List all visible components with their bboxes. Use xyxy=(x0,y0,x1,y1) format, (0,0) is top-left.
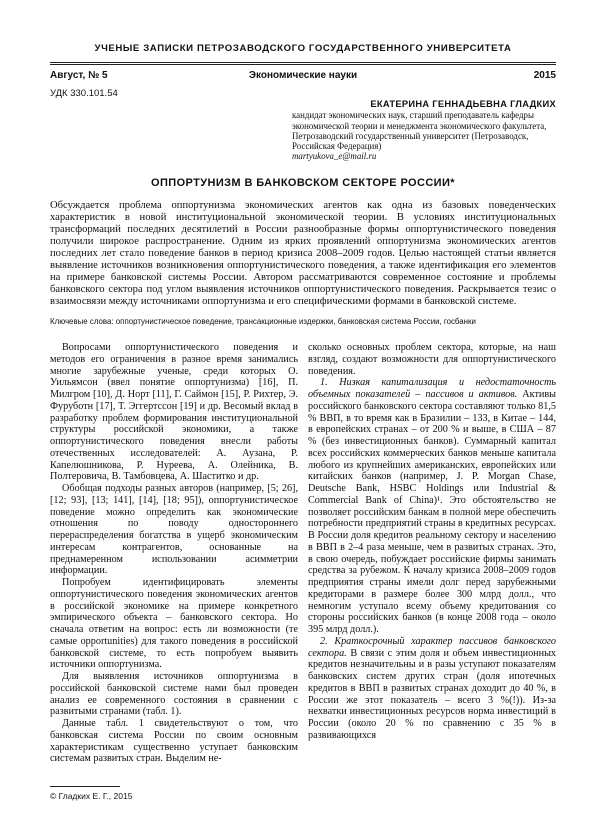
item-text: В связи с этим доля и объем инвестиционных кредитов незначительны и в разы уступают показателям банковских систем других стран (доля ипотечных кредитов в ВВП в развитых странах доходит до 40 %, в России же этот показатель – всего 3 %(!)). Из-за нехватки инвестиционных ресурсов норма инвестиций в России (около 20 % по сравнению с 35 % в развивающихся xyxy=(308,647,557,741)
item-text: Активы российского банковского сектора составляют только 81,5 % ВВП, в то время как в Бразилии – 133, в Китае – 144, в европейских странах – от 200 % и выше, в США – 87 % (без инвестиционных банков). Суммарный капитал всех российских коммерческих банков меньше капитала любого из крупнейших американских, европейских или китайских банков (например, J. P. Morgan Chase, Deutsche Bank, HSBC Holdings или Industrial & Commercial Bank of China)¹. Это обстоятельство не позволяет российским банкам в полной мере обеспечить потребности предприятий страны в кредитных ресурсах. В России доля кредитов реальному сектору и населению в ВВП в 2–4 раза меньше, чем в развитых странах. Это, в свою очередь, побуждает российские фирмы занимать средства за рубежом. К началу кризиса 2008–2009 годов предприятия страны имели долг перед зарубежными кредиторами в размере более 300 млрд долл., что немногим уступало всему объему кредитования со стороны российских банков (в конце 2008 года – около 395 млрд долл.). xyxy=(308,389,556,635)
paragraph: Попробуем идентифицировать элементы оппортунистического поведения экономических агентов в российской экономике на примере конкретного эмпирического объекта – банковского сектора. Но сначала ответим на вопрос: есть ли возможности (те самые opportunities) для такого поведения в российской банковской системе, то есть попробуем выявить источники оппортунизма. xyxy=(50,577,298,671)
paragraph xyxy=(308,377,556,636)
header-rule-thin xyxy=(50,64,556,65)
author-name: ЕКАТЕРИНА ГЕННАДЬЕВНА ГЛАДКИХ xyxy=(370,99,556,109)
paragraph xyxy=(308,636,556,742)
footnote-rule xyxy=(50,786,120,787)
abstract xyxy=(50,200,556,308)
article-page xyxy=(50,0,556,820)
paragraph: Вопросами оппортунистического поведения и методов его ограничения в разное время занимались многие зарубежные ученые, среди которых О. Уильямсон (ввел понятие оппортунизма) [16], П. Милгром [10], Д. Норт [11], Г. Саймон [15], Р. Рихтер, Э. Фуруботн [17], Т. Эггертссон [19] и др. Весомый вклад в разработку проблем формирования институциональной структуры российской экономики, а также оппортунистического поведения внесли работы отечественных исследователей: А. Аузана, Р. Капелюшникова, Р. Нуреева, А. Олейника, В. Полтеровича, В. Тамбовцева, А. Шаститко и др. xyxy=(50,342,298,483)
body-column-left xyxy=(50,342,298,765)
article-title: ОППОРТУНИЗМ В БАНКОВСКОМ СЕКТОРЕ РОССИИ* xyxy=(151,177,455,189)
issue-number: Август, № 5 xyxy=(50,70,108,81)
paragraph: Для выявления источников оппортунизма в российской банковской системе нами был проведен анализ ее современного состояния в сравнении с развитыми странами (табл. 1). xyxy=(50,671,298,718)
keywords: Ключевые слова: оппортунистическое поведение, трансакционные издержки, банковская система России, госбанки xyxy=(50,317,476,326)
author-email[interactable]: martyukova_e@mail.ru xyxy=(292,151,377,162)
item-heading: 1. Низкая капитализация и недостаточность объемных показателей – пассивов и активов. xyxy=(308,377,556,400)
issue-year: 2015 xyxy=(533,70,556,81)
udc-code: УДК 330.101.54 xyxy=(50,88,118,99)
paragraph: Данные табл. 1 свидетельствуют о том, что банковская система России по своим основным характеристикам существенно уступает банковским системам развитых стран. Выделим не- xyxy=(50,718,298,765)
author-affiliation: кандидат экономических наук, старший преподаватель кафедры экономической теории и менеджмента экономического факультета, Петрозаводский государственный университет (Петрозаводск, Российская Федерация) xyxy=(292,110,547,152)
issue-line xyxy=(50,70,556,84)
section-name: Экономические науки xyxy=(248,70,358,81)
paragraph: Обобщая подходы разных авторов (например, [5; 26], [12; 93], [13; 141], [14], [18; 95]), оппортунистическое поведение можно определить как экономические отношения по поводу одностороннего перераспределения богатства в ущерб экономическим интересам контрагентов, основанные на преднамеренном использовании асимметрии информации. xyxy=(50,483,298,577)
paragraph: сколько основных проблем сектора, которые, на наш взгляд, создают возможности для оппортунистического поведения. xyxy=(308,342,556,377)
abstract-text: Обсуждается проблема оппортунизма экономических агентов как одна из базовых поведенческих характеристик в новой институциональной экономической теории. В условиях институциональных трансформаций последних десятилетий в России разнообразные формы оппортунистического поведения получили широкое распространение. Одним из ярких проявлений оппортунизма экономических агентов последних лет стало поведение банков в период кризиса 2008–2009 годов. Целью настоящей статьи является выявление источников возникновения оппортунистического поведения, а также идентификация его элементов на примере банковской системы России. Автором рассматриваются современное состояние и проблемы банковского сектора под углом выявления источников оппортунистического поведения. Раскрывается тезис о взаимосвязи между источниками оппортунизма и его специфическими формами в банковской системе. xyxy=(50,200,556,307)
header-rule xyxy=(50,62,556,63)
author-block xyxy=(292,99,556,162)
body-column-right xyxy=(308,342,556,742)
journal-title: УЧЕНЫЕ ЗАПИСКИ ПЕТРОЗАВОДСКОГО ГОСУДАРСТВЕННОГО УНИВЕРСИТЕТА xyxy=(94,43,512,54)
item-heading: 2. Краткосрочный характер пассивов банковского сектора. xyxy=(308,635,556,659)
copyright: © Гладких Е. Г., 2015 xyxy=(50,791,133,801)
